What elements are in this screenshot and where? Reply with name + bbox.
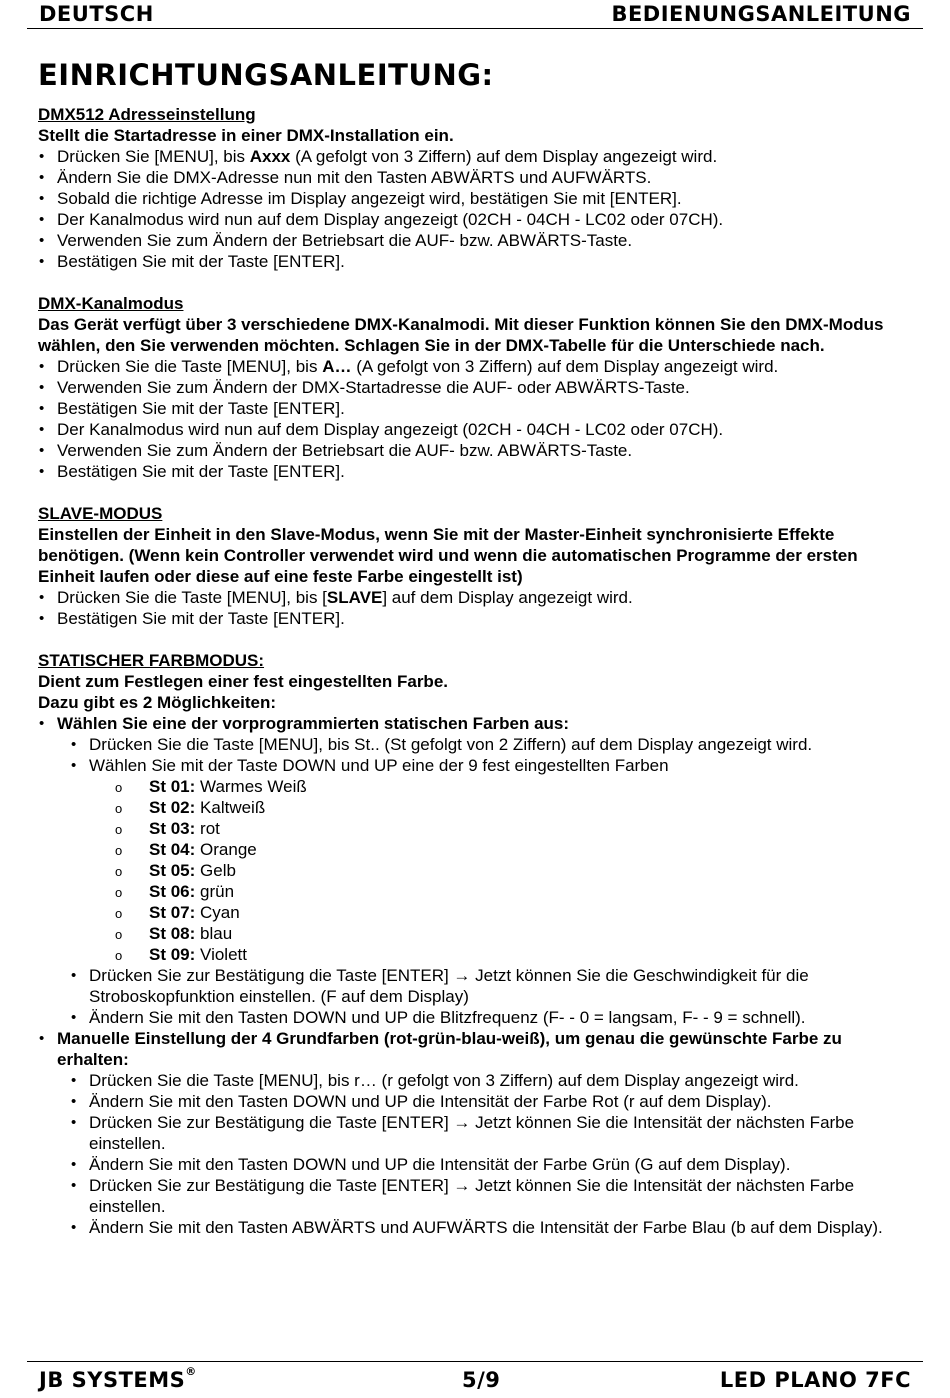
registered-mark: ® (185, 1365, 197, 1378)
section-intro: Dazu gibt es 2 Möglichkeiten: (38, 693, 277, 712)
list-item: • Drücken Sie zur Bestätigung die Taste [ENTER] → Jetzt können Sie die Intensität der nächsten Farbe einstellen. (70, 1175, 918, 1217)
section-static-color-mode (38, 650, 918, 1238)
header-language: DEUTSCH (39, 2, 154, 26)
section-heading: STATISCHER FARBMODUS: (38, 651, 265, 670)
list-item: • Drücken Sie die Taste [MENU], bis r… (r gefolgt von 3 Ziffern) auf dem Display angezeigt wird. (70, 1070, 918, 1091)
bullet-list (38, 1028, 918, 1070)
color-item: o St 09: Violett (115, 944, 918, 965)
list-item: • Ändern Sie mit den Tasten ABWÄRTS und AUFWÄRTS die Intensität der Farbe Blau (b auf dem Display). (70, 1217, 918, 1238)
footer-brand: JB SYSTEMS® (39, 1365, 197, 1392)
document-body (38, 104, 918, 1259)
section-dmx-address (38, 104, 918, 272)
list-item: • Sobald die richtige Adresse im Display angezeigt wird, bestätigen Sie mit [ENTER]. (38, 188, 918, 209)
section-intro: Stellt die Startadresse in einer DMX-Installation ein. (38, 126, 454, 145)
color-item: o St 01: Warmes Weiß (115, 776, 918, 797)
section-slave-mode (38, 503, 918, 629)
sub-bullet-list (70, 965, 918, 1028)
footer-product: LED PLANO 7FC (719, 1368, 911, 1392)
list-item: • Der Kanalmodus wird nun auf dem Display angezeigt (02CH - 04CH - LC02 oder 07CH). (38, 419, 918, 440)
list-item: • Bestätigen Sie mit der Taste [ENTER]. (38, 461, 918, 482)
list-item: • Der Kanalmodus wird nun auf dem Display angezeigt (02CH - 04CH - LC02 oder 07CH). (38, 209, 918, 230)
list-item: • Ändern Sie mit den Tasten DOWN und UP die Intensität der Farbe Rot (r auf dem Display). (70, 1091, 918, 1112)
list-item: • Drücken Sie die Taste [MENU], bis St.. (St gefolgt von 2 Ziffern) auf dem Display angezeigt wird. (70, 734, 918, 755)
color-item: o St 06: grün (115, 881, 918, 902)
sub-bullet-list (70, 734, 918, 776)
list-item: • Drücken Sie [MENU], bis Axxx (A gefolgt von 3 Ziffern) auf dem Display angezeigt wird. (38, 146, 918, 167)
bullet-list (38, 356, 918, 482)
list-item: • Drücken Sie die Taste [MENU], bis A… (A gefolgt von 3 Ziffern) auf dem Display angezeigt wird. (38, 356, 918, 377)
color-item: o St 04: Orange (115, 839, 918, 860)
list-item: • Ändern Sie mit den Tasten DOWN und UP die Blitzfrequenz (F- - 0 = langsam, F- - 9 = schnell). (70, 1007, 918, 1028)
color-list (115, 776, 918, 965)
list-item: • Bestätigen Sie mit der Taste [ENTER]. (38, 398, 918, 419)
section-dmx-channel-mode (38, 293, 918, 482)
bullet-list (38, 146, 918, 272)
option-title: • Wählen Sie eine der vorprogrammierten statischen Farben aus: (57, 714, 570, 733)
section-heading: SLAVE-MODUS (38, 504, 163, 523)
list-item: • Verwenden Sie zum Ändern der Betriebsart die AUF- bzw. ABWÄRTS-Taste. (38, 440, 918, 461)
bullet-list (38, 713, 918, 734)
list-item: • Wählen Sie mit der Taste DOWN und UP eine der 9 fest eingestellten Farben (70, 755, 918, 776)
list-item: • Bestätigen Sie mit der Taste [ENTER]. (38, 251, 918, 272)
page-header (27, 2, 923, 29)
list-item: • Ändern Sie die DMX-Adresse nun mit den Tasten ABWÄRTS und AUFWÄRTS. (38, 167, 918, 188)
list-item: • Verwenden Sie zum Ändern der DMX-Startadresse die AUF- oder ABWÄRTS-Taste. (38, 377, 918, 398)
list-item: • Ändern Sie mit den Tasten DOWN und UP die Intensität der Farbe Grün (G auf dem Display). (70, 1154, 918, 1175)
section-intro: Einstellen der Einheit in den Slave-Modus, wenn Sie mit der Master-Einheit synchronisierte Effekte benötigen. (Wenn kein Controller verwendet wird und wenn die automatischen Programme der ersten Einheit laufen oder diese auf eine feste Farbe eingestellt ist) (38, 525, 858, 586)
option-title: • Manuelle Einstellung der 4 Grundfarben (rot-grün-blau-weiß), um genau die gewünschte Farbe zu erhalten: (57, 1029, 842, 1069)
section-heading: DMX-Kanalmodus (38, 294, 184, 313)
color-item: o St 08: blau (115, 923, 918, 944)
color-item: o St 05: Gelb (115, 860, 918, 881)
list-item: • Verwenden Sie zum Ändern der Betriebsart die AUF- bzw. ABWÄRTS-Taste. (38, 230, 918, 251)
section-intro: Das Gerät verfügt über 3 verschiedene DMX-Kanalmodi. Mit dieser Funktion können Sie den DMX-Modus wählen, den Sie verwenden möchten. Schlagen Sie in der DMX-Tabelle für die Unterschiede nach. (38, 315, 884, 355)
list-item: • Bestätigen Sie mit der Taste [ENTER]. (38, 608, 918, 629)
list-item: • Drücken Sie zur Bestätigung die Taste [ENTER] → Jetzt können Sie die Intensität der nächsten Farbe einstellen. (70, 1112, 918, 1154)
section-heading: DMX512 Adresseinstellung (38, 105, 256, 124)
list-item (38, 713, 918, 734)
color-item: o St 07: Cyan (115, 902, 918, 923)
header-manual-title: BEDIENUNGSANLEITUNG (611, 2, 911, 26)
list-item (38, 1028, 918, 1070)
list-item: • Drücken Sie die Taste [MENU], bis [SLAVE] auf dem Display angezeigt wird. (38, 587, 918, 608)
color-item: o St 03: rot (115, 818, 918, 839)
list-item: • Drücken Sie zur Bestätigung die Taste [ENTER] → Jetzt können Sie die Geschwindigkeit für die Stroboskopfunktion einstellen. (F auf dem Display) (70, 965, 918, 1007)
bullet-list (38, 587, 918, 629)
page-number: 5/9 (462, 1368, 501, 1392)
color-item: o St 02: Kaltweiß (115, 797, 918, 818)
sub-bullet-list (70, 1070, 918, 1238)
page-title: EINRICHTUNGSANLEITUNG: (38, 58, 494, 92)
section-intro: Dient zum Festlegen einer fest eingestellten Farbe. (38, 672, 448, 691)
page-footer (27, 1361, 923, 1398)
